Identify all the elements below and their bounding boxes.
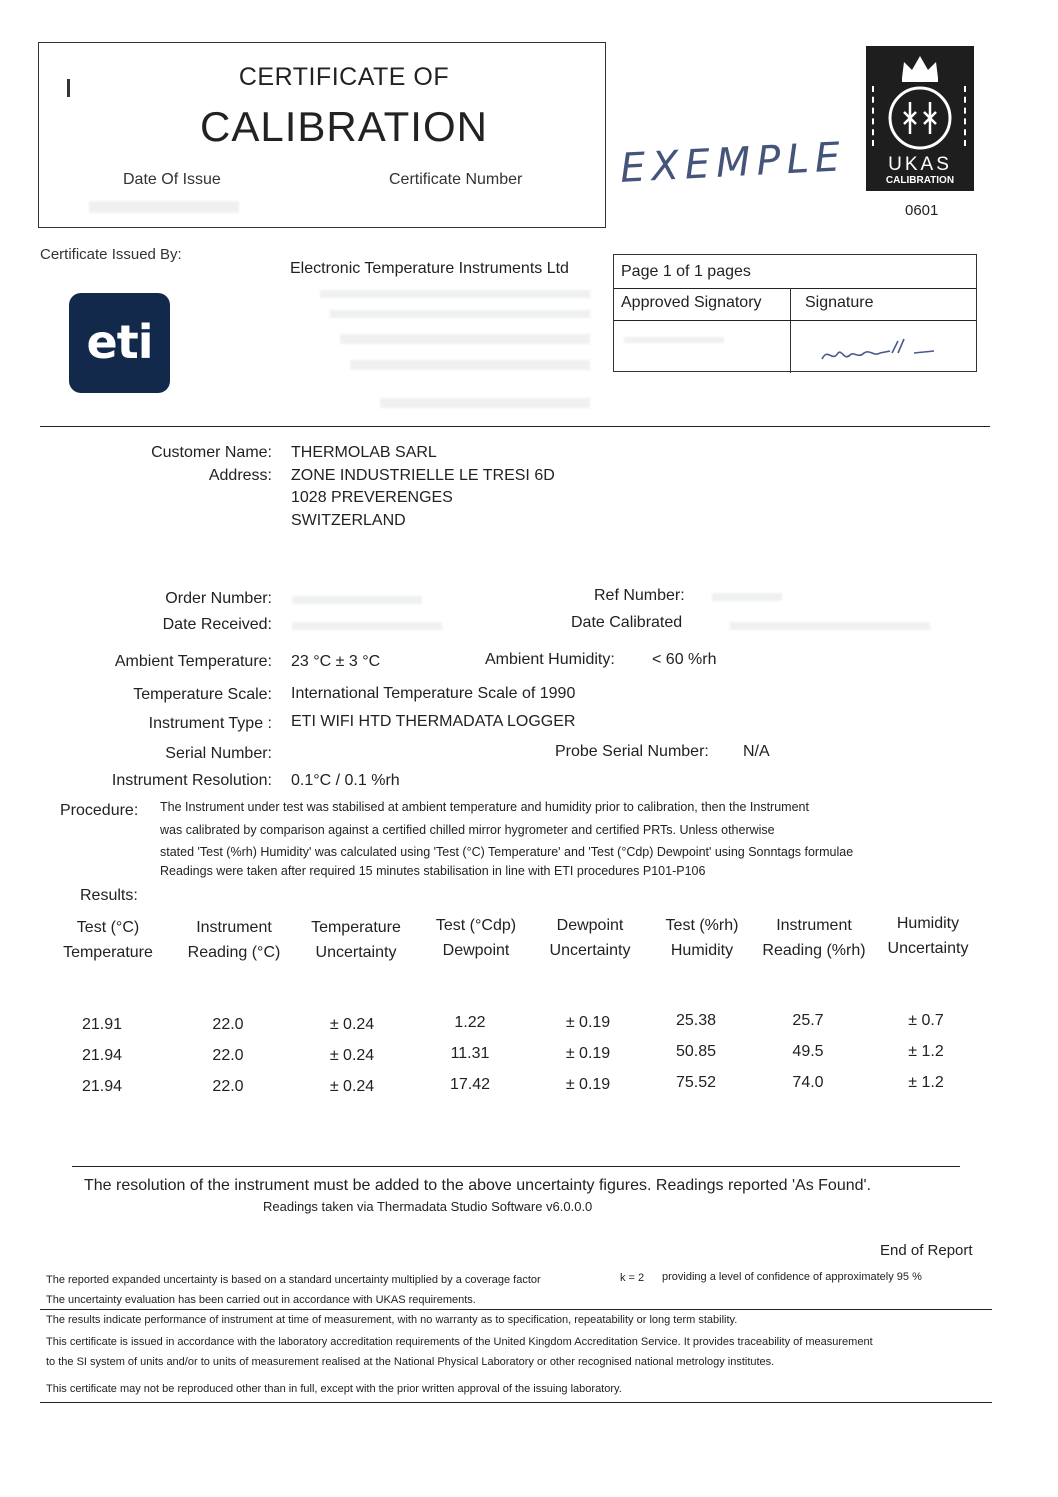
notes-separator-2: [40, 1402, 992, 1403]
table-cell: 50.85: [675, 1043, 717, 1060]
redacted-date-calibrated: [730, 622, 930, 630]
instrument-resolution-label: Instrument Resolution:: [111, 772, 272, 789]
table-cell: 21.94: [81, 1078, 123, 1095]
ukas-side-bars: [872, 86, 878, 146]
ukas-emblem-icon: [886, 84, 954, 152]
redacted-address-4: [350, 360, 590, 370]
redacted-signatory-name: [624, 337, 724, 343]
table-cell: 11.31: [450, 1045, 490, 1062]
ukas-number: 0601: [905, 202, 939, 219]
procedure-line-4: Readings were taken after required 15 minutes stabilisation in line with ETI procedures P101-P106: [160, 864, 706, 878]
header-test-dewpoint: Test (°Cdp) Dewpoint: [435, 917, 517, 959]
uncertainty-note-2: The uncertainty evaluation has been carried out in accordance with UKAS requirements.: [46, 1294, 476, 1306]
table-cell: 74.0: [792, 1074, 824, 1091]
table-cell: 75.52: [675, 1074, 717, 1091]
signature-label: Signature: [805, 294, 874, 311]
ukas-label: UKAS: [888, 154, 952, 175]
ref-number-label: Ref Number:: [594, 587, 685, 604]
redacted-date: [89, 201, 239, 213]
table-cell: 22.0: [212, 1016, 244, 1033]
table-cell: 25.38: [675, 1012, 717, 1029]
reproduction-note: This certificate may not be reproduced other than in full, except with the prior written approval of the issuing laboratory.: [46, 1383, 622, 1395]
header-test-humidity: Test (%rh) Humidity: [665, 917, 739, 959]
software-note: Readings taken via Thermadata Studio Software v6.0.0.0: [263, 1199, 593, 1214]
resolution-note: The resolution of the instrument must be added to the above uncertainty figures. Readings reported 'As Found'.: [84, 1177, 872, 1194]
instrument-type-label: Instrument Type :: [148, 715, 272, 732]
handwritten-signature: [814, 323, 954, 369]
date-received-label: Date Received:: [162, 616, 272, 633]
address-label: Address:: [208, 467, 272, 484]
redacted-address-5: [380, 398, 590, 408]
table-cell: 17.42: [449, 1076, 491, 1093]
exemple-stamp: EXEMPLE: [618, 134, 848, 192]
table-cell: 22.0: [212, 1078, 244, 1095]
title-line-1: CERTIFICATE OF: [238, 63, 450, 91]
certificate-title-box: [38, 42, 606, 228]
table-cell: ± 0.19: [565, 1045, 611, 1062]
table-cell: ± 0.19: [565, 1014, 611, 1031]
procedure-line-1: The Instrument under test was stabilised at ambient temperature and humidity prior to calibration, then the Instrument: [160, 800, 809, 814]
table-cell: ± 0.7: [908, 1012, 944, 1029]
table-cell: 49.5: [792, 1043, 824, 1060]
eti-logo-text: eti: [86, 315, 153, 369]
redacted-address-1: [320, 290, 590, 298]
table-cell: 25.7: [792, 1012, 824, 1029]
redacted-address-2: [330, 310, 590, 318]
uncertainty-k-factor: k = 2: [620, 1272, 645, 1284]
table-cell: ± 0.19: [565, 1076, 611, 1093]
procedure-label: Procedure:: [60, 802, 139, 819]
instrument-resolution-value: 0.1°C / 0.1 %rh: [291, 772, 400, 789]
header-separator: [40, 426, 990, 427]
issued-by-label: Certificate Issued By:: [40, 246, 182, 263]
ukas-sub-label: CALIBRATION: [885, 175, 955, 186]
serial-number-label: Serial Number:: [165, 745, 272, 762]
header-test-temperature: Test (°C) Temperature: [63, 919, 153, 961]
customer-name: THERMOLAB SARL: [291, 444, 437, 461]
address-line-1: ZONE INDUSTRIELLE LE TRESI 6D: [291, 467, 555, 484]
procedure-line-3: stated 'Test (%rh) Humidity' was calculated using 'Test (°C) Temperature' and 'Test (°Cdp) Dewpoint' using Sonntags formulae: [160, 845, 854, 859]
address-line-3: SWITZERLAND: [291, 512, 406, 529]
corner-mark: [67, 79, 70, 97]
accreditation-note-2: to the SI system of units and/or to units of measurement realised at the National Physical Laboratory or other recognised national metrology institutes.: [46, 1356, 775, 1368]
address-line-2: 1028 PREVERENGES: [291, 489, 453, 506]
redacted-address-3: [340, 334, 590, 344]
order-number-label: Order Number:: [165, 590, 272, 607]
temperature-scale-label: Temperature Scale:: [133, 686, 272, 703]
temperature-scale-value: International Temperature Scale of 1990: [291, 685, 576, 702]
ambient-humidity-value: < 60 %rh: [652, 651, 717, 668]
table-cell: 22.0: [212, 1047, 244, 1064]
redacted-order-number: [292, 596, 422, 604]
probe-serial-value: N/A: [743, 743, 770, 760]
header-temperature-uncertainty: Temperature Uncertainty: [311, 919, 401, 961]
table-cell: 1.22: [454, 1014, 486, 1031]
procedure-line-2: was calibrated by comparison against a certified chilled mirror hygrometer and certified PRTs. Unless otherwise: [160, 823, 775, 837]
header-instrument-reading-c: Instrument Reading (°C): [187, 919, 281, 961]
header-instrument-reading-rh: Instrument Reading (%rh): [762, 917, 866, 959]
redacted-date-received: [292, 622, 442, 630]
results-label: Results:: [80, 887, 138, 904]
date-of-issue-label: Date Of Issue: [123, 171, 221, 188]
table-cell: ± 0.24: [329, 1047, 375, 1064]
sig-table-divider-1: [614, 288, 976, 289]
results-separator: [72, 1166, 960, 1167]
sig-table-vertical-divider: [790, 288, 791, 373]
uncertainty-note-1b: providing a level of confidence of approximately 95 %: [662, 1271, 922, 1283]
title-line-2: CALIBRATION: [200, 103, 488, 150]
eti-logo: [69, 293, 170, 393]
ambient-temperature-label: Ambient Temperature:: [114, 653, 272, 670]
page-info: Page 1 of 1 pages: [621, 263, 751, 280]
notes-separator-1: [40, 1309, 992, 1310]
table-cell: ± 0.24: [329, 1078, 375, 1095]
signature-table: [613, 254, 977, 372]
issuer-company-name: Electronic Temperature Instruments Ltd: [290, 260, 569, 277]
uncertainty-note-1a: The reported expanded uncertainty is based on a standard uncertainty multiplied by a coverage factor: [46, 1274, 541, 1286]
probe-serial-label: Probe Serial Number:: [555, 743, 709, 760]
table-cell: 21.94: [81, 1047, 123, 1064]
instrument-type-value: ETI WIFI HTD THERMADATA LOGGER: [291, 713, 576, 730]
approved-signatory-label: Approved Signatory: [621, 294, 762, 311]
sig-table-divider-2: [614, 320, 976, 321]
ambient-humidity-label: Ambient Humidity:: [485, 651, 615, 668]
accreditation-note-1: This certificate is issued in accordance with the laboratory accreditation requirements of the United Kingdom Accreditation Service. It provides traceability of measurement: [46, 1336, 873, 1348]
ukas-side-bars-right: [964, 86, 970, 146]
date-calibrated-label: Date Calibrated: [571, 614, 683, 631]
table-cell: ± 1.2: [908, 1074, 944, 1091]
table-cell: ± 0.24: [329, 1016, 375, 1033]
end-of-report: End of Report: [880, 1242, 973, 1259]
performance-note: The results indicate performance of instrument at time of measurement, with no warranty as to specification, repeatability or long term stability.: [46, 1314, 738, 1326]
crown-icon: [898, 52, 942, 82]
header-humidity-uncertainty: Humidity Uncertainty: [887, 915, 969, 957]
ambient-temperature-value: 23 °C ± 3 °C: [291, 653, 381, 670]
header-dewpoint-uncertainty: Dewpoint Uncertainty: [549, 917, 631, 959]
certificate-number-label: Certificate Number: [389, 171, 523, 188]
ukas-logo: [866, 46, 974, 191]
table-cell: 21.91: [81, 1016, 123, 1033]
redacted-ref-number: [712, 593, 782, 601]
customer-name-label: Customer Name:: [151, 444, 272, 461]
table-cell: ± 1.2: [908, 1043, 944, 1060]
